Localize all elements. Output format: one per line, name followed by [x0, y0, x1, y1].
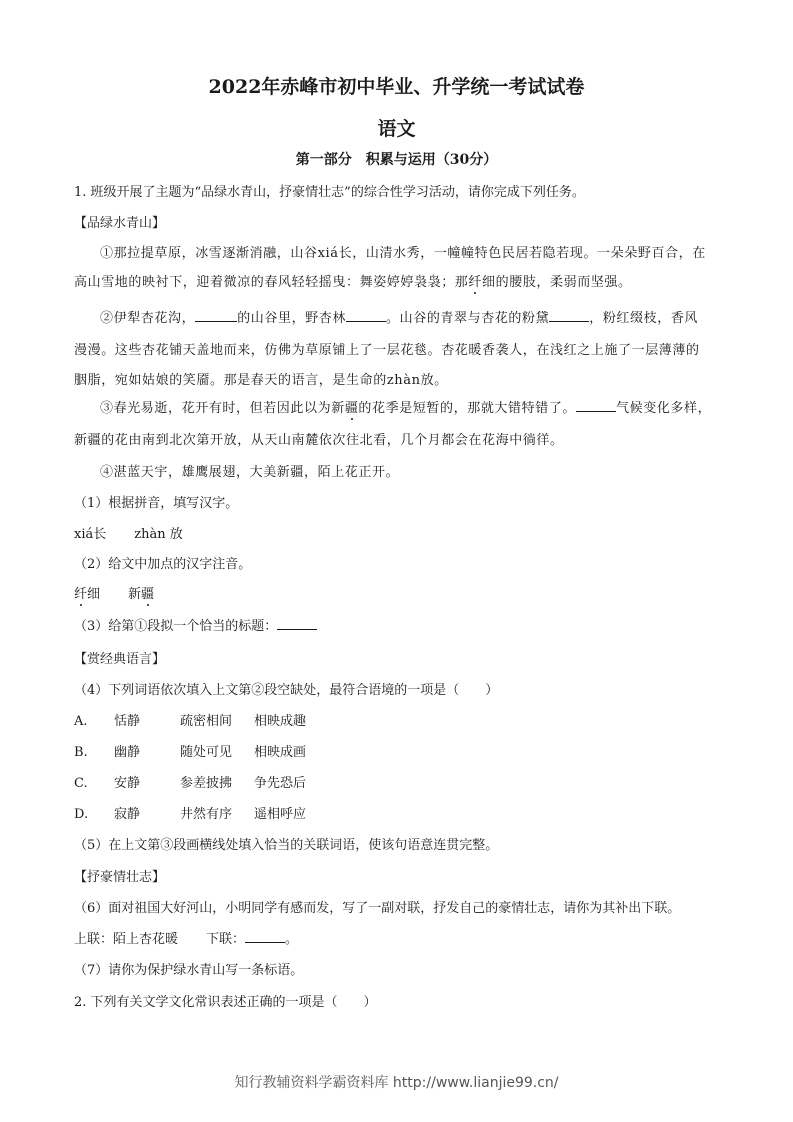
section-heading-3: 【抒豪情壮志】 [74, 870, 166, 885]
option-word: 幽静 [114, 745, 141, 760]
answer-blank [195, 321, 237, 322]
sub-question-1: （1）根据拼音，填写汉字。 [74, 496, 239, 511]
text-segment: ②伊犁杏花沟， [100, 311, 196, 326]
answer-blank [549, 321, 589, 322]
sub-question-5: （5）在上文第③段画横线处填入恰当的关联词语，使该句语意连贯完整。 [74, 838, 499, 853]
text-segment: 。 [285, 932, 299, 947]
dotted-char-jiang: 疆 [141, 587, 155, 602]
text-segment: 高山雪地的映衬下，迎着微凉的春风轻轻摇曳：舞姿婷婷袅袅；那 [74, 275, 469, 290]
paragraph-1-line-2 [74, 275, 724, 291]
answer-blank [346, 321, 386, 322]
text-segment: 长，山清水秀，一幢幢特色民居若隐若现。一朵朵野百合，在 [338, 246, 706, 261]
option-word: 寂静 [114, 807, 141, 822]
answer-blank [245, 942, 285, 943]
paragraph-2-line-2: 漫漫。这些杏花铺天盖地而来，仿佛为草原铺上了一层花毯。杏花暖香袭人，在浅红之上施了一层薄薄的 [74, 343, 700, 358]
couplet-upper: 上联：陌上杏花暖 [74, 932, 179, 947]
option-word: 参差披拂 [180, 776, 233, 791]
answer-blank [277, 629, 317, 630]
option-word: 安静 [114, 776, 141, 791]
text-segment: 气候变化多样， [616, 401, 712, 416]
option-a [74, 714, 724, 730]
text-segment: 的花季是短暂的，那就大错特错了。 [358, 401, 577, 416]
section-heading-2: 【赏经典语言】 [74, 652, 166, 667]
sub-question-6: （6）面对祖国大好河山，小明同学有感而发，写了一副对联，抒发自己的豪情壮志，请你为其补出下联。 [74, 901, 681, 916]
paragraph-2-line-3 [74, 373, 724, 389]
text-segment: 胭脂，宛如姑娘的笑靥。那是春天的语言，是生命的 [74, 373, 387, 388]
char: 细 [87, 587, 101, 602]
text-segment: 放。 [420, 373, 448, 388]
dotted-char-xian: 纤 [468, 275, 483, 290]
footer-watermark: 知行教辅资料学霸资料库 http://www.lianjie99.cn/ [234, 1075, 559, 1091]
option-word: 疏密相间 [180, 714, 233, 729]
sub-question-2-items [74, 587, 724, 603]
option-word: 遥相呼应 [254, 807, 307, 822]
answer-blank [576, 411, 616, 412]
option-word: 恬静 [114, 714, 141, 729]
option-c [74, 776, 724, 792]
text-segment: ①那拉提草原，冰雪逐渐消融，山谷 [100, 246, 318, 261]
option-word: 随处可见 [180, 745, 233, 760]
text-segment: 的山谷里，野杏林 [237, 311, 347, 326]
question-2-stem: 2. 下列有关文学文化常识表述正确的一项是（ ） [74, 995, 377, 1010]
exam-title: 2022年赤峰市初中毕业、升学统一考试试卷 [208, 76, 585, 98]
section-heading-1: 【品绿水青山】 [74, 216, 166, 231]
text-segment: 。山谷的青翠与杏花的粉黛 [386, 311, 550, 326]
dotted-char-xian: 纤 [74, 587, 88, 602]
option-key: C. [74, 776, 88, 791]
paragraph-4: ④湛蓝天宇，雄鹰展翅，大美新疆，陌上花正开。 [100, 465, 400, 480]
option-b [74, 745, 724, 761]
sub-question-2: （2）给文中加点的汉字注音。 [74, 557, 252, 572]
paragraph-3-line-2: 新疆的花由南到北次第开放，从天山南麓依次往北看，几个月都会在花海中徜徉。 [74, 433, 564, 448]
question-1-stem: 1. 班级开展了主题为“品绿水青山，抒豪情壮志”的综合性学习活动，请你完成下列任务。 [74, 185, 585, 200]
option-word: 相映成趣 [254, 714, 307, 729]
sub-question-7: （7）请你为保护绿水青山写一条标语。 [74, 963, 304, 978]
pinyin-item-xia: xiá长 [74, 527, 107, 542]
paragraph-2-line-1 [100, 311, 724, 327]
text-segment: 细的腰肢，柔弱而坚强。 [482, 275, 632, 290]
pinyin-zhan: zhàn [386, 373, 421, 388]
sub-question-1-items [74, 527, 724, 543]
sub-question-4: （4）下列词语依次填入上文第②段空缺处，最符合语境的一项是（ ） [74, 683, 499, 698]
option-key: B. [74, 745, 88, 760]
paragraph-1-line-1 [100, 246, 724, 262]
char: 新 [128, 587, 142, 602]
option-word: 争先恐后 [254, 776, 307, 791]
option-word: 相映成画 [254, 745, 307, 760]
text-segment: ，粉红缀枝，香风 [589, 311, 699, 326]
pinyin-xia: xiá [317, 246, 339, 261]
pinyin-item-zhan: zhàn 放 [134, 527, 183, 542]
text-segment: （3）给第①段拟一个恰当的标题： [74, 619, 278, 634]
text-segment: ③春光易逝，花开有时，但若因此以为新 [100, 401, 345, 416]
dotted-char-jiang: 疆 [344, 401, 359, 416]
sub-question-3 [74, 619, 724, 635]
couplet-lower: 下联： [206, 932, 246, 947]
couplet-line [74, 932, 724, 948]
option-key: A. [74, 714, 88, 729]
part-heading: 第一部分 积累与运用（30分） [295, 152, 498, 168]
option-key: D. [74, 807, 89, 822]
subject-title: 语文 [377, 118, 416, 140]
option-d [74, 807, 724, 823]
option-word: 井然有序 [180, 807, 233, 822]
paragraph-3-line-1 [100, 401, 724, 417]
